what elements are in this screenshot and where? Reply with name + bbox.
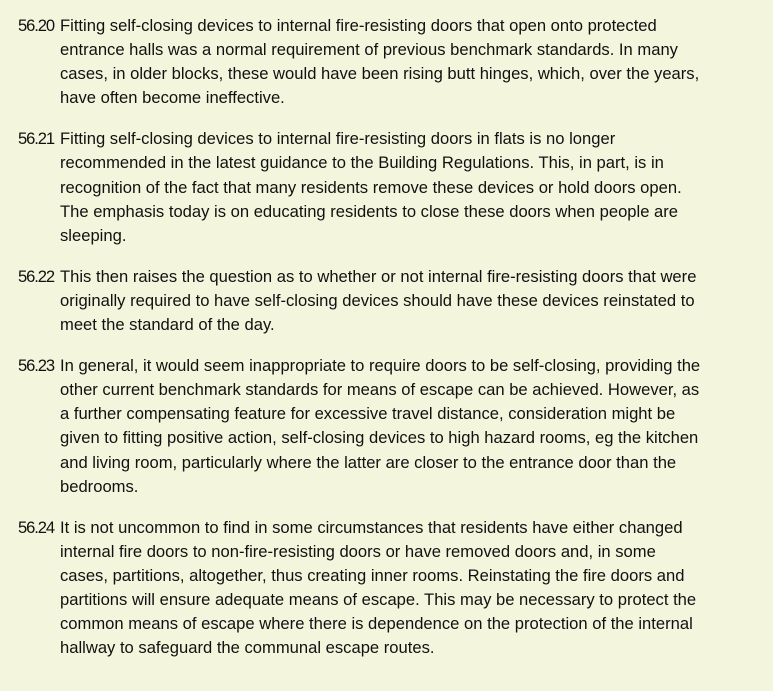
paragraph-56-20 <box>18 14 761 110</box>
text-line: bedrooms. <box>60 476 139 496</box>
text-line: The emphasis today is on educating residents to close these doors when people are <box>60 201 679 221</box>
paragraph-number: 56.23 <box>18 356 55 376</box>
text-line: This then raises the question as to whether or not internal fire-resisting doors that were <box>60 266 697 286</box>
text-line: internal fire doors to non-fire-resisting doors or have removed doors and, in some <box>60 541 656 561</box>
text-line: meet the standard of the day. <box>60 315 275 335</box>
text-line: and living room, particularly where the latter are closer to the entrance door than the <box>60 452 677 472</box>
text-line: partitions will ensure adequate means of escape. This may be necessary to protect the <box>60 589 697 609</box>
paragraph-text <box>60 14 761 110</box>
text-line: cases, in older blocks, these would have been rising butt hinges, which, over the years, <box>60 64 700 84</box>
paragraph-text <box>60 354 761 499</box>
text-line: In general, it would seem inappropriate to require doors to be self-closing, providing the <box>60 356 701 376</box>
text-line: common means of escape where there is dependence on the protection of the internal <box>60 614 693 634</box>
text-line: cases, partitions, altogether, thus creating inner rooms. Reinstating the fire doors and <box>60 565 685 585</box>
text-line: Fitting self-closing devices to internal fire-resisting doors that open onto protected <box>60 16 657 35</box>
paragraph-number: 56.22 <box>18 266 55 286</box>
paragraph-number: 56.21 <box>18 129 55 149</box>
text-line: Fitting self-closing devices to internal fire-resisting doors in flats is no longer <box>60 129 616 149</box>
text-line: sleeping. <box>60 225 127 245</box>
text-line: given to fitting positive action, self-closing devices to high hazard rooms, eg the kitchen <box>60 428 699 448</box>
paragraph-number: 56.20 <box>18 16 55 35</box>
text-line: a further compensating feature for excessive travel distance, consideration might be <box>60 404 676 424</box>
paragraph-text <box>60 516 761 661</box>
paragraph-number: 56.24 <box>18 517 55 537</box>
text-line: other current benchmark standards for means of escape can be achieved. However, as <box>60 380 700 400</box>
text-line: recognition of the fact that many residents remove these devices or hold doors open. <box>60 177 682 197</box>
paragraph-56-24 <box>18 516 761 661</box>
text-line: have often become ineffective. <box>60 88 285 108</box>
text-line: originally required to have self-closing devices should have these devices reinstated to <box>60 290 695 310</box>
paragraph-text <box>60 265 761 337</box>
text-line: entrance halls was a normal requirement of previous benchmark standards. In many <box>60 40 678 60</box>
text-line: It is not uncommon to find in some circumstances that residents have either changed <box>60 517 683 537</box>
text-line: hallway to safeguard the communal escape routes. <box>60 638 435 658</box>
text-line: recommended in the latest guidance to the Building Regulations. This, in part, is in <box>60 153 664 173</box>
paragraph-56-21 <box>18 127 761 247</box>
paragraph-56-22 <box>18 265 761 337</box>
paragraph-text <box>60 127 761 247</box>
paragraph-56-23 <box>18 354 761 499</box>
